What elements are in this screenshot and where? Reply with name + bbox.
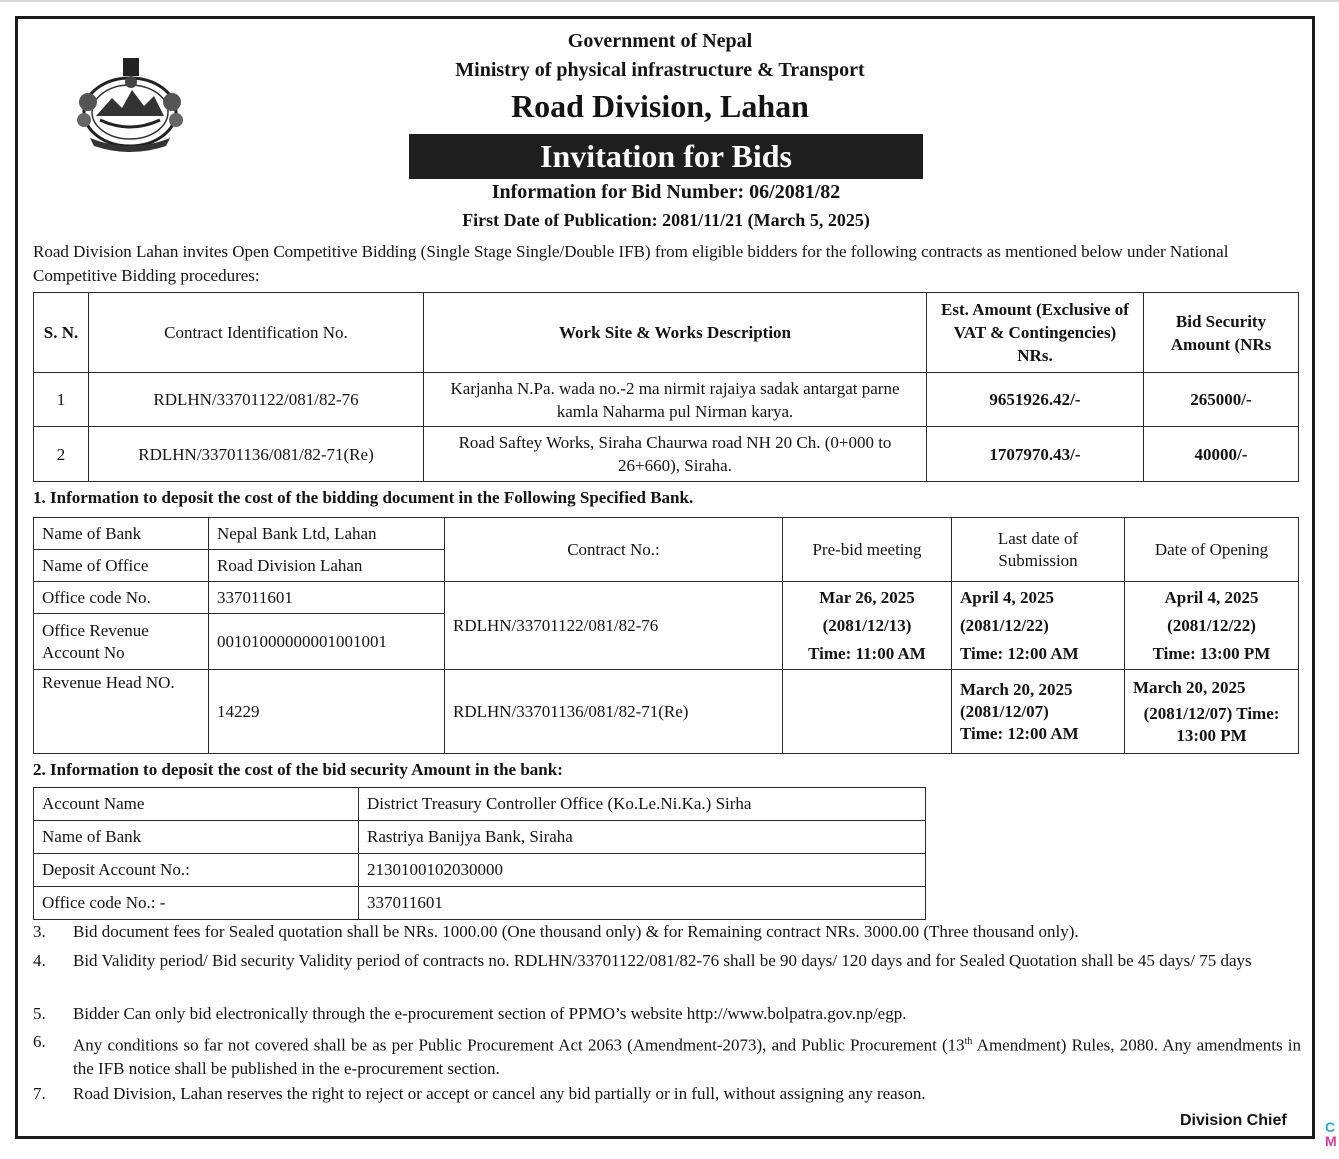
row1-contract: RDLHN/33701122/081/82-76 bbox=[445, 582, 783, 670]
row1-prebid bbox=[783, 582, 952, 670]
note-text: Bidder Can only bid electronically through the e-procurement section of PPMO’s website http://www.bolpatra.gov.np/egp. bbox=[73, 1004, 907, 1023]
row-amount: 9651926.42/- bbox=[927, 373, 1144, 427]
bank-value: 14229 bbox=[209, 670, 445, 754]
row-contract-id: RDLHN/33701122/081/82-76 bbox=[89, 373, 424, 427]
bank-value: 337011601 bbox=[209, 582, 445, 614]
first-publication-date: First Date of Publication: 2081/11/21 (March 5, 2025) bbox=[462, 210, 870, 230]
table-row bbox=[34, 427, 1299, 482]
security-value: 2130100102030000 bbox=[359, 854, 926, 887]
security-label: Account Name bbox=[34, 788, 359, 821]
row-sn: 1 bbox=[34, 373, 89, 427]
row-contract-id: RDLHN/33701136/081/82-71(Re) bbox=[89, 427, 424, 482]
bank-value: 00101000000001001001 bbox=[209, 614, 445, 670]
corner-mark bbox=[1325, 1120, 1337, 1148]
security-label: Deposit Account No.: bbox=[34, 854, 359, 887]
section1-title: 1. Information to deposit the cost of the bidding document in the Following Specified Bank. bbox=[33, 488, 694, 507]
opening-nepali-date: (2081/12/22) bbox=[1167, 615, 1256, 635]
note-text: Bid document fees for Sealed quotation shall be NRs. 1000.00 (One thousand only) & for Remaining contract NRs. 3000.00 (Three thousand only). bbox=[73, 922, 1079, 941]
bid-security-table bbox=[33, 787, 926, 920]
row-amount: 1707970.43/- bbox=[927, 427, 1144, 482]
row-description: Road Saftey Works, Siraha Chaurwa road NH 20 Ch. (0+000 to 26+660), Siraha. bbox=[424, 427, 927, 482]
table-row bbox=[34, 373, 1299, 427]
prebid-nepali-date: (2081/12/13) bbox=[822, 615, 912, 635]
corner-mark-m: M bbox=[1325, 1133, 1337, 1149]
note-number: 3. bbox=[33, 922, 46, 941]
note-text bbox=[73, 1030, 1301, 1080]
header-prebid: Pre-bid meeting bbox=[783, 518, 952, 582]
signature-division-chief: Division Chief bbox=[1180, 1112, 1287, 1129]
note-number: 7. bbox=[33, 1084, 46, 1103]
row-security: 40000/- bbox=[1144, 427, 1299, 482]
invitation-banner: Invitation for Bids bbox=[409, 134, 923, 179]
row2-last-date bbox=[952, 670, 1125, 754]
bank-label: Office code No. bbox=[34, 582, 209, 614]
note-text-part: Any conditions so far not covered shall be as per Public Procurement Act 2063 (Amendment-2073), and Public Procurement (13 bbox=[73, 1035, 965, 1055]
header-contract-id: Contract Identification No. bbox=[89, 293, 424, 373]
opening-time: 13:00 PM bbox=[1176, 725, 1247, 745]
header-work-description: Work Site & Works Description bbox=[424, 293, 927, 373]
last-date: April 4, 2025 bbox=[960, 587, 1054, 607]
row1-last-date bbox=[952, 582, 1125, 670]
note-number: 5. bbox=[33, 1004, 46, 1023]
security-value: District Treasury Controller Office (Ko.Le.Ni.Ka.) Sirha bbox=[359, 788, 926, 821]
row-sn: 2 bbox=[34, 427, 89, 482]
division-title: Road Division, Lahan bbox=[511, 88, 809, 124]
security-value: 337011601 bbox=[359, 887, 926, 920]
contracts-table bbox=[33, 292, 1299, 482]
intro-paragraph: Road Division Lahan invites Open Competitive Bidding (Single Stage Single/Double IFB) from eligible bidders for the following contracts as mentioned below under National Competitive Bidding procedures: bbox=[33, 242, 1229, 285]
header-last-date: Last date of Submission bbox=[952, 518, 1125, 582]
bank-value: Nepal Bank Ltd, Lahan bbox=[209, 518, 445, 550]
last-nepali-date: (2081/12/07) bbox=[960, 701, 1049, 721]
last-nepali-date: (2081/12/22) bbox=[960, 615, 1049, 635]
note-text: Bid Validity period/ Bid security Validity period of contracts no. RDLHN/33701122/081/82-76 shall be 90 days/ 120 days and for Sealed Quotation shall be 45 days/ 75 days bbox=[73, 951, 1252, 970]
top-border-line bbox=[0, 0, 1339, 2]
bank-value: Road Division Lahan bbox=[209, 550, 445, 582]
header-sn: S. N. bbox=[34, 293, 89, 373]
last-time: Time: 12:00 AM bbox=[960, 643, 1079, 663]
row-description: Karjanha N.Pa. wada no.-2 ma nirmit rajaiya sadak antargat parne kamla Naharma pul Nirman karya. bbox=[424, 373, 927, 427]
bid-number: Information for Bid Number: 06/2081/82 bbox=[491, 181, 841, 203]
row-security: 265000/- bbox=[1144, 373, 1299, 427]
bank-label: Name of Bank bbox=[34, 518, 209, 550]
nepal-emblem-icon bbox=[68, 54, 192, 154]
opening-date: March 20, 2025 bbox=[1133, 677, 1246, 697]
bank-label: Revenue Head NO. bbox=[34, 670, 209, 754]
last-date: March 20, 2025 bbox=[960, 679, 1073, 699]
header-est-amount: Est. Amount (Exclusive of VAT & Contingencies) NRs. bbox=[927, 293, 1144, 373]
note-number: 6. bbox=[33, 1032, 46, 1051]
prebid-time: Time: 11:00 AM bbox=[808, 643, 926, 663]
bank-label: Office Revenue Account No bbox=[34, 614, 209, 670]
section2-title: 2. Information to deposit the cost of the bid security Amount in the bank: bbox=[33, 760, 563, 779]
opening-nepali-date: (2081/12/07) Time: bbox=[1143, 703, 1280, 723]
last-time: Time: 12:00 AM bbox=[960, 723, 1079, 743]
opening-date: April 4, 2025 bbox=[1164, 587, 1259, 607]
row2-prebid bbox=[783, 670, 952, 754]
note-text-part: Amendment) Rules, 2080. Any amendments in the IFB notice shall be published in the e-procurement section. bbox=[73, 1035, 1302, 1078]
header-opening: Date of Opening bbox=[1125, 518, 1299, 582]
row2-opening bbox=[1125, 670, 1299, 754]
note-number: 4. bbox=[33, 951, 46, 970]
government-heading: Government of Nepal bbox=[567, 30, 753, 52]
header-bid-security: Bid Security Amount (NRs bbox=[1144, 293, 1299, 373]
note-superscript: th bbox=[964, 1036, 973, 1047]
prebid-date: Mar 26, 2025 bbox=[819, 587, 915, 607]
note-text: Road Division, Lahan reserves the right to reject or accept or cancel any bid partially or in full, without assigning any reason. bbox=[73, 1084, 926, 1103]
header-contract-no: Contract No.: bbox=[445, 518, 783, 582]
security-value: Rastriya Banijya Bank, Siraha bbox=[359, 821, 926, 854]
row1-opening bbox=[1125, 582, 1299, 670]
ministry-heading: Ministry of physical infrastructure & Transport bbox=[455, 59, 865, 81]
corner-mark-c: C bbox=[1325, 1119, 1336, 1135]
security-label: Office code No.: - bbox=[34, 887, 359, 920]
security-label: Name of Bank bbox=[34, 821, 359, 854]
opening-time: Time: 13:00 PM bbox=[1152, 643, 1271, 663]
bank-label: Name of Office bbox=[34, 550, 209, 582]
bank-deposit-table bbox=[33, 517, 1299, 754]
row2-contract: RDLHN/33701136/081/82-71(Re) bbox=[445, 670, 783, 754]
